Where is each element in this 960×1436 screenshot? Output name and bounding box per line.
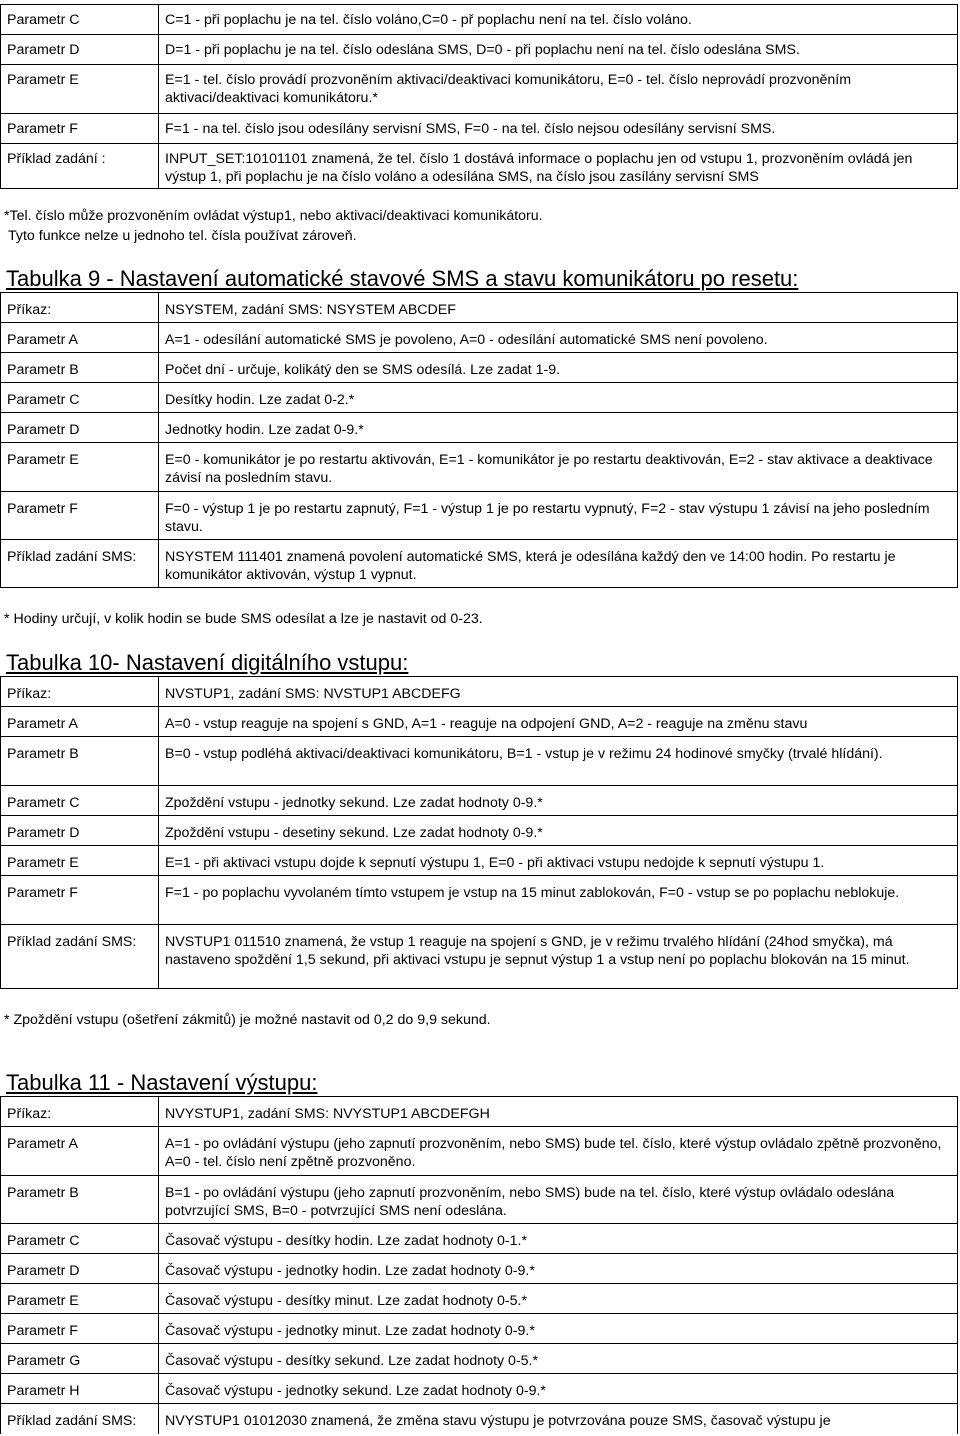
row-value: Počet dní - určuje, kolikátý den se SMS odesílá. Lze zadat 1-9. <box>159 353 958 383</box>
row-value: B=0 - vstup podléhá aktivaci/deaktivaci komunikátoru, B=1 - vstup je v režimu 24 hodinové smyčky (trvalé hlídání). <box>159 737 958 786</box>
section-heading-table11: Tabulka 11 - Nastavení výstupu: <box>6 1070 318 1095</box>
row-key: Parametr D <box>1 413 159 443</box>
row-value: A=1 - odesílání automatické SMS je povoleno, A=0 - odesílání automatické SMS není povoleno. <box>159 323 958 353</box>
row-key: Parametr B <box>1 353 159 383</box>
table-row <box>1 443 958 492</box>
row-key: Parametr B <box>1 1176 159 1224</box>
row-value: C=1 - při poplachu je na tel. číslo voláno,C=0 - př poplachu není na tel. číslo voláno. <box>159 5 958 35</box>
row-key: Parametr F <box>1 492 159 540</box>
row-key: Parametr F <box>1 114 159 144</box>
nvystup-table <box>0 1096 958 1434</box>
table-row <box>1 786 958 816</box>
row-key: Parametr A <box>1 707 159 737</box>
row-key: Parametr C <box>1 786 159 816</box>
row-key: Parametr E <box>1 65 159 114</box>
table-row <box>1 35 958 65</box>
row-value: NVYSTUP1, zadání SMS: NVYSTUP1 ABCDEFGH <box>159 1097 958 1127</box>
footnote: * Hodiny určují, v kolik hodin se bude SMS odesílat a lze je nastavit od 0-23. <box>4 611 483 627</box>
row-value: Časovač výstupu - jednotky hodin. Lze zadat hodnoty 0-9.* <box>159 1254 958 1284</box>
table-row <box>1 65 958 114</box>
row-value: E=1 - tel. číslo provádí prozvoněním aktivaci/deaktivaci komunikátoru, E=0 - tel. číslo neprovádí prozvoněním aktivaci/deaktivaci komunikátoru.* <box>159 65 958 114</box>
row-key: Příklad zadání : <box>1 144 159 189</box>
row-key: Parametr B <box>1 737 159 786</box>
table-row <box>1 846 958 876</box>
row-value: NVSTUP1 011510 znamená, že vstup 1 reaguje na spojení s GND, je v režimu trvalého hlídání (24hod smyčka), má nastaveno spoždění 1,5 sekund, při aktivaci vstupu je sepnut výstup 1 a vstup není po poplachu blokován na 15 minut. <box>159 925 958 989</box>
row-value: A=0 - vstup reaguje na spojení s GND, A=1 - reaguje na odpojení GND, A=2 - reaguje na změnu stavu <box>159 707 958 737</box>
row-key: Parametr F <box>1 1314 159 1344</box>
table-row <box>1 293 958 323</box>
row-value: E=1 - při aktivaci vstupu dojde k sepnutí výstupu 1, E=0 - při aktivaci vstupu nedojde k sepnutí výstupu 1. <box>159 846 958 876</box>
row-value: Jednotky hodin. Lze zadat 0-9.* <box>159 413 958 443</box>
row-key: Příkaz: <box>1 677 159 707</box>
table-row <box>1 737 958 786</box>
table-row <box>1 1224 958 1254</box>
row-key: Příklad zadání SMS: <box>1 925 159 989</box>
table-row <box>1 353 958 383</box>
row-key: Parametr C <box>1 383 159 413</box>
row-key: Příklad zadání SMS: <box>1 1404 159 1434</box>
row-value: B=1 - po ovládání výstupu (jeho zapnutí prozvoněním, nebo SMS) bude na tel. číslo, které výstup ovládalo odeslána potvrzující SMS, B=0 - potvrzující SMS není odeslána. <box>159 1176 958 1224</box>
row-key: Parametr H <box>1 1374 159 1404</box>
row-key: Parametr A <box>1 323 159 353</box>
row-value: NVSTUP1, zadání SMS: NVSTUP1 ABCDEFG <box>159 677 958 707</box>
table-row <box>1 144 958 189</box>
row-key: Parametr C <box>1 1224 159 1254</box>
table-row <box>1 1284 958 1314</box>
footnote-line: Tyto funkce nelze u jednoho tel. čísla používat zároveň. <box>8 228 357 244</box>
row-key: Parametr D <box>1 816 159 846</box>
table-row <box>1 5 958 35</box>
table-row <box>1 707 958 737</box>
table-row <box>1 413 958 443</box>
row-value: F=1 - po poplachu vyvolaném tímto vstupem je vstup na 15 minut zablokován, F=0 - vstup se po poplachu neblokuje. <box>159 876 958 925</box>
table-row <box>1 1314 958 1344</box>
table-row <box>1 1344 958 1374</box>
row-key: Parametr E <box>1 846 159 876</box>
row-value: Zpoždění vstupu - jednotky sekund. Lze zadat hodnoty 0-9.* <box>159 786 958 816</box>
table-row <box>1 1097 958 1127</box>
table-row <box>1 1254 958 1284</box>
table-row <box>1 1127 958 1176</box>
footnote: * Zpoždění vstupu (ošetření zákmitů) je možné nastavit od 0,2 do 9,9 sekund. <box>4 1012 491 1028</box>
row-value: A=1 - po ovládání výstupu (jeho zapnutí prozvoněním, nebo SMS) bude tel. číslo, které výstup ovládalo zpětně prozvoněno, A=0 - tel. číslo není zpětně prozvoněno. <box>159 1127 958 1176</box>
section-heading-table9: Tabulka 9 - Nastavení automatické stavové SMS a stavu komunikátoru po resetu: <box>6 266 799 291</box>
row-value: Desítky hodin. Lze zadat 0-2.* <box>159 383 958 413</box>
row-value: E=0 - komunikátor je po restartu aktivován, E=1 - komunikátor je po restartu deaktivován, E=2 - stav aktivace a deaktivace závisí na posledním stavu. <box>159 443 958 492</box>
table-row <box>1 816 958 846</box>
row-value: Zpoždění vstupu - desetiny sekund. Lze zadat hodnoty 0-9.* <box>159 816 958 846</box>
row-key: Příklad zadání SMS: <box>1 540 159 588</box>
nvstup-table <box>0 676 958 989</box>
table-row <box>1 925 958 989</box>
row-value: F=0 - výstup 1 je po restartu zapnutý, F=1 - výstup 1 je po restartu vypnutý, F=2 - stav výstupu 1 závisí na jeho posledním stavu. <box>159 492 958 540</box>
row-value: F=1 - na tel. číslo jsou odesílány servisní SMS, F=0 - na tel. číslo nejsou odesílány servisní SMS. <box>159 114 958 144</box>
row-key: Parametr E <box>1 443 159 492</box>
row-value: NVYSTUP1 01012030 znamená, že změna stavu výstupu je potvrzována pouze SMS, časovač výstupu je <box>159 1404 958 1434</box>
row-key: Parametr D <box>1 35 159 65</box>
row-key: Parametr A <box>1 1127 159 1176</box>
row-value: Časovač výstupu - desítky hodin. Lze zadat hodnoty 0-1.* <box>159 1224 958 1254</box>
row-value: NSYSTEM, zadání SMS: NSYSTEM ABCDEF <box>159 293 958 323</box>
table-row <box>1 383 958 413</box>
row-key: Parametr C <box>1 5 159 35</box>
table-row <box>1 540 958 588</box>
footnote-line: *Tel. číslo může prozvoněním ovládat výstup1, nebo aktivaci/deaktivaci komunikátoru. <box>4 208 543 224</box>
row-key: Parametr G <box>1 1344 159 1374</box>
table-row <box>1 492 958 540</box>
row-value: NSYSTEM 111401 znamená povolení automatické SMS, která je odesílána každý den ve 14:00 hodin. Po restartu je komunikátor aktivován, výstup 1 vypnut. <box>159 540 958 588</box>
row-value: Časovač výstupu - jednotky minut. Lze zadat hodnoty 0-9.* <box>159 1314 958 1344</box>
table-row <box>1 1176 958 1224</box>
nsystem-table <box>0 292 958 588</box>
row-value: Časovač výstupu - desítky minut. Lze zadat hodnoty 0-5.* <box>159 1284 958 1314</box>
row-value: D=1 - při poplachu je na tel. číslo odeslána SMS, D=0 - při poplachu není na tel. číslo odeslána SMS. <box>159 35 958 65</box>
row-key: Parametr F <box>1 876 159 925</box>
table-row <box>1 677 958 707</box>
row-key: Parametr E <box>1 1284 159 1314</box>
table-row <box>1 114 958 144</box>
table-row <box>1 1374 958 1404</box>
table-row <box>1 876 958 925</box>
input-set-table <box>0 4 958 189</box>
section-heading-table10: Tabulka 10- Nastavení digitálního vstupu: <box>6 650 409 675</box>
row-value: INPUT_SET:10101101 znamená, že tel. číslo 1 dostává informace o poplachu jen od vstupu 1, prozvoněním ovládá jen výstup 1, při poplachu je na číslo voláno a odesílána SMS, na číslo jsou zasílány servisní SMS <box>159 144 958 189</box>
row-key: Příkaz: <box>1 293 159 323</box>
row-value: Časovač výstupu - desítky sekund. Lze zadat hodnoty 0-5.* <box>159 1344 958 1374</box>
table-row <box>1 1404 958 1434</box>
row-key: Příkaz: <box>1 1097 159 1127</box>
table-row <box>1 323 958 353</box>
row-value: Časovač výstupu - jednotky sekund. Lze zadat hodnoty 0-9.* <box>159 1374 958 1404</box>
row-key: Parametr D <box>1 1254 159 1284</box>
